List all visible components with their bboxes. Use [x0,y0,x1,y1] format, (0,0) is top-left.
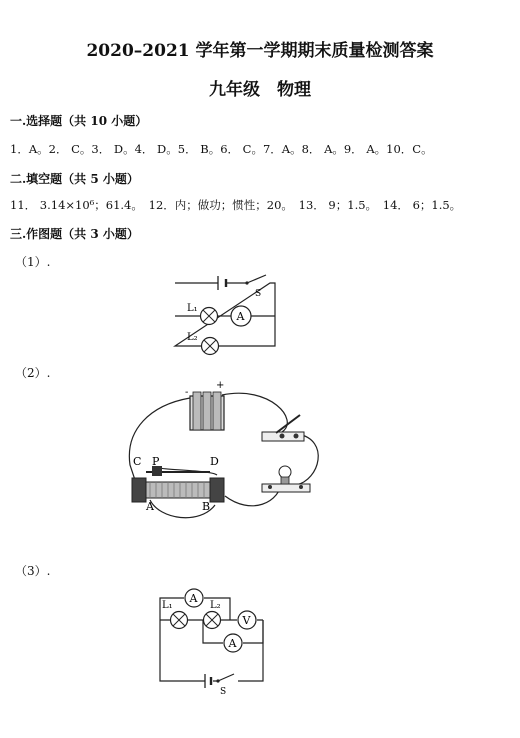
section-heading-drawing: 三.作图题（共 3 小题） [10,227,139,241]
choice-answers: 1．A。2． C。3． D。4． D。5． B。6． C。7．A。8． A。9． A。10．C。 [10,142,433,156]
figure-2-label: （2）. [15,366,51,380]
figure-1-label: （1）. [15,255,51,269]
figure-3-label: （3）. [15,564,51,578]
fill-answers: 11． 3.14×10⁶；61.4。 12．内；做功；惯性；20。 13． 9；1.5。 14． 6；1.5。 [10,198,462,212]
page-title: 2020–2021 学年第一学期期末质量检测答案 [86,41,434,61]
lamp-l1-3 [171,612,188,629]
battery-minus-label: - [185,387,189,398]
rheostat-p-label: P [152,455,160,468]
lamp-l2-3 [204,612,221,629]
lamp-l2-label: L₂ [187,332,198,343]
section-heading-fill: 二.填空题（共 5 小题） [10,172,139,186]
rheostat-d-label: D [210,455,219,468]
lamp-l1-label-3: L₁ [162,600,173,611]
svg-text:V: V [242,614,251,627]
ammeter-bottom-3 [224,634,242,652]
ammeter-top-3 [185,589,203,607]
svg-text:A: A [228,637,237,650]
lamp-l2-label-3: L₂ [210,600,221,611]
switch-label: S [255,289,262,299]
rheostat-c-label: C [133,455,142,468]
switch-blade-3 [218,674,234,681]
battery-plus-label: + [216,380,225,391]
page-subtitle: 九年级 物理 [209,80,311,100]
rheostat-b-label: B [202,500,211,513]
svg-text:A: A [189,592,198,605]
switch-label-3: S [220,687,227,697]
lamp-l1-label: L₁ [187,303,198,314]
voltmeter-3 [238,611,256,629]
svg-text:A: A [236,310,245,323]
rheostat-a-label: A [146,500,154,513]
section-heading-choice: 一.选择题（共 10 小题） [10,114,148,128]
